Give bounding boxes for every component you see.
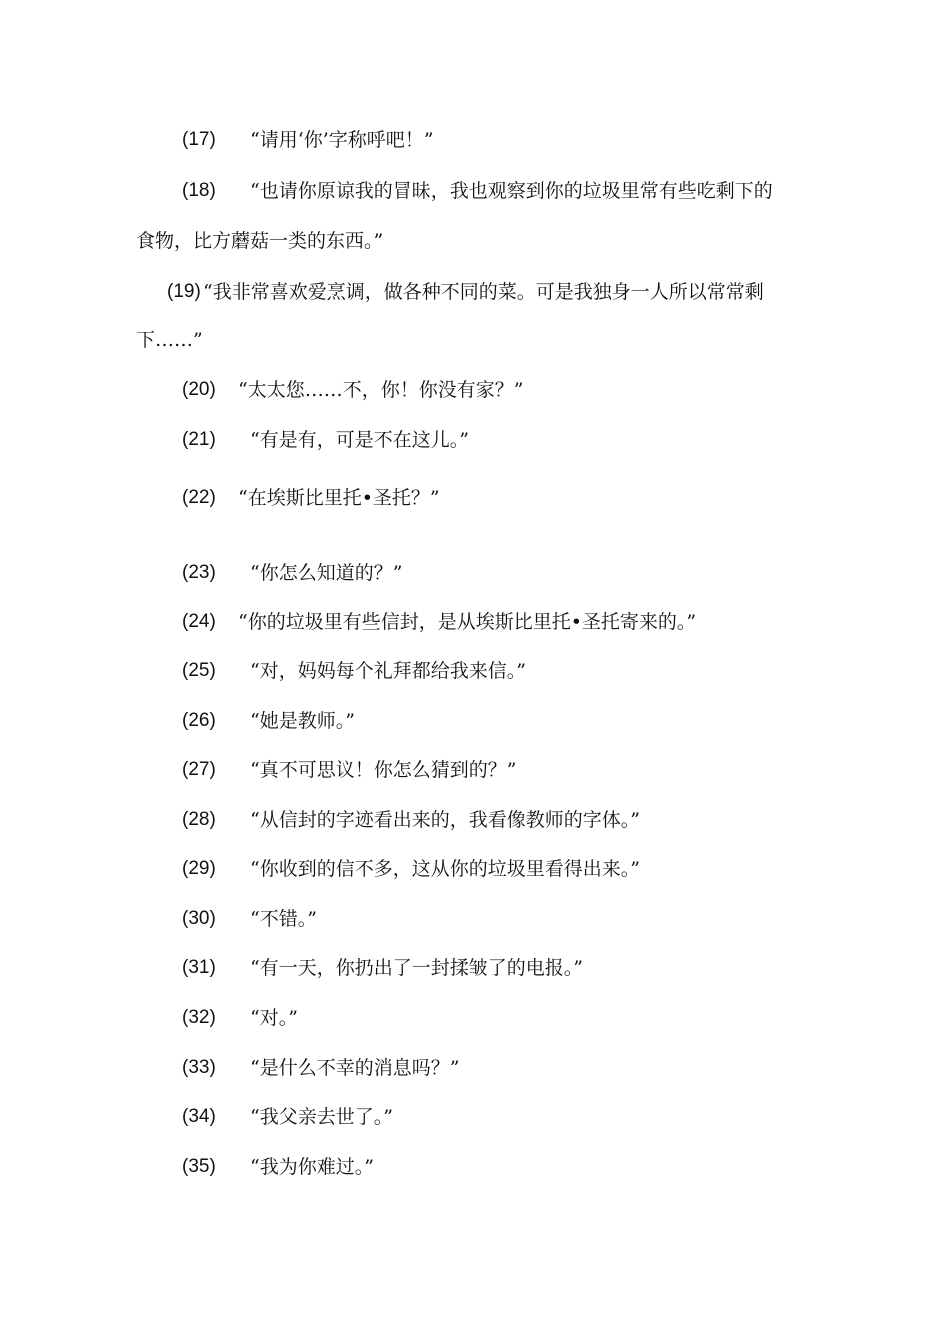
- dialogue-text: “对。”: [250, 1007, 298, 1029]
- dialogue-text: “我非常喜欢爱烹调，做各种不同的菜。可是我独身一人所以常常剩: [203, 281, 764, 303]
- dialogue-text-continued: 下……”: [136, 329, 203, 351]
- line-number: (27): [182, 759, 216, 780]
- dialogue-text: “从信封的字迹看出来的，我看像教师的字体。”: [250, 809, 640, 831]
- dialogue-text: “请用‘你’字称呼吧！”: [250, 129, 434, 151]
- dialogue-text: “她是教师。”: [250, 710, 355, 732]
- line-number: (34): [182, 1106, 216, 1127]
- dialogue-text: “也请你原谅我的冒昧，我也观察到你的垃圾里常有些吃剩下的: [250, 180, 773, 202]
- dialogue-text: “我为你难过。”: [250, 1156, 374, 1178]
- line-number: (28): [182, 809, 216, 830]
- dialogue-text: “你收到的信不多，这从你的垃圾里看得出来。”: [250, 858, 640, 880]
- line-number: (26): [182, 710, 216, 731]
- dialogue-text: “真不可思议！你怎么猜到的？”: [250, 759, 517, 781]
- line-number: (33): [182, 1057, 216, 1078]
- line-number: (19): [167, 281, 201, 302]
- line-number: (29): [182, 858, 216, 879]
- dialogue-text: “对，妈妈每个礼拜都给我来信。”: [250, 660, 526, 682]
- line-number: (20): [182, 379, 216, 400]
- line-number: (21): [182, 429, 216, 450]
- dialogue-text: “我父亲去世了。”: [250, 1106, 393, 1128]
- line-number: (23): [182, 562, 216, 583]
- line-number: (32): [182, 1007, 216, 1028]
- dialogue-text: “不错。”: [250, 908, 317, 930]
- dialogue-text: “是什么不幸的消息吗？”: [250, 1057, 460, 1079]
- dialogue-text: “在埃斯比里托•圣托？”: [238, 487, 440, 509]
- line-number: (30): [182, 908, 216, 929]
- line-number: (18): [182, 180, 216, 201]
- line-number: (35): [182, 1156, 216, 1177]
- dialogue-text: “有是有，可是不在这儿。”: [250, 429, 469, 451]
- line-number: (31): [182, 957, 216, 978]
- dialogue-text: “有一天，你扔出了一封揉皱了的电报。”: [250, 957, 583, 979]
- dialogue-text: “你怎么知道的？”: [250, 562, 403, 584]
- line-number: (22): [182, 487, 216, 508]
- dialogue-text: “太太您……不，你！你没有家？”: [238, 379, 524, 401]
- line-number: (17): [182, 129, 216, 150]
- dialogue-text-continued: 食物，比方蘑菇一类的东西。”: [136, 230, 384, 252]
- line-number: (24): [182, 611, 216, 632]
- dialogue-text: “你的垃圾里有些信封，是从埃斯比里托•圣托寄来的。”: [238, 611, 697, 633]
- line-number: (25): [182, 660, 216, 681]
